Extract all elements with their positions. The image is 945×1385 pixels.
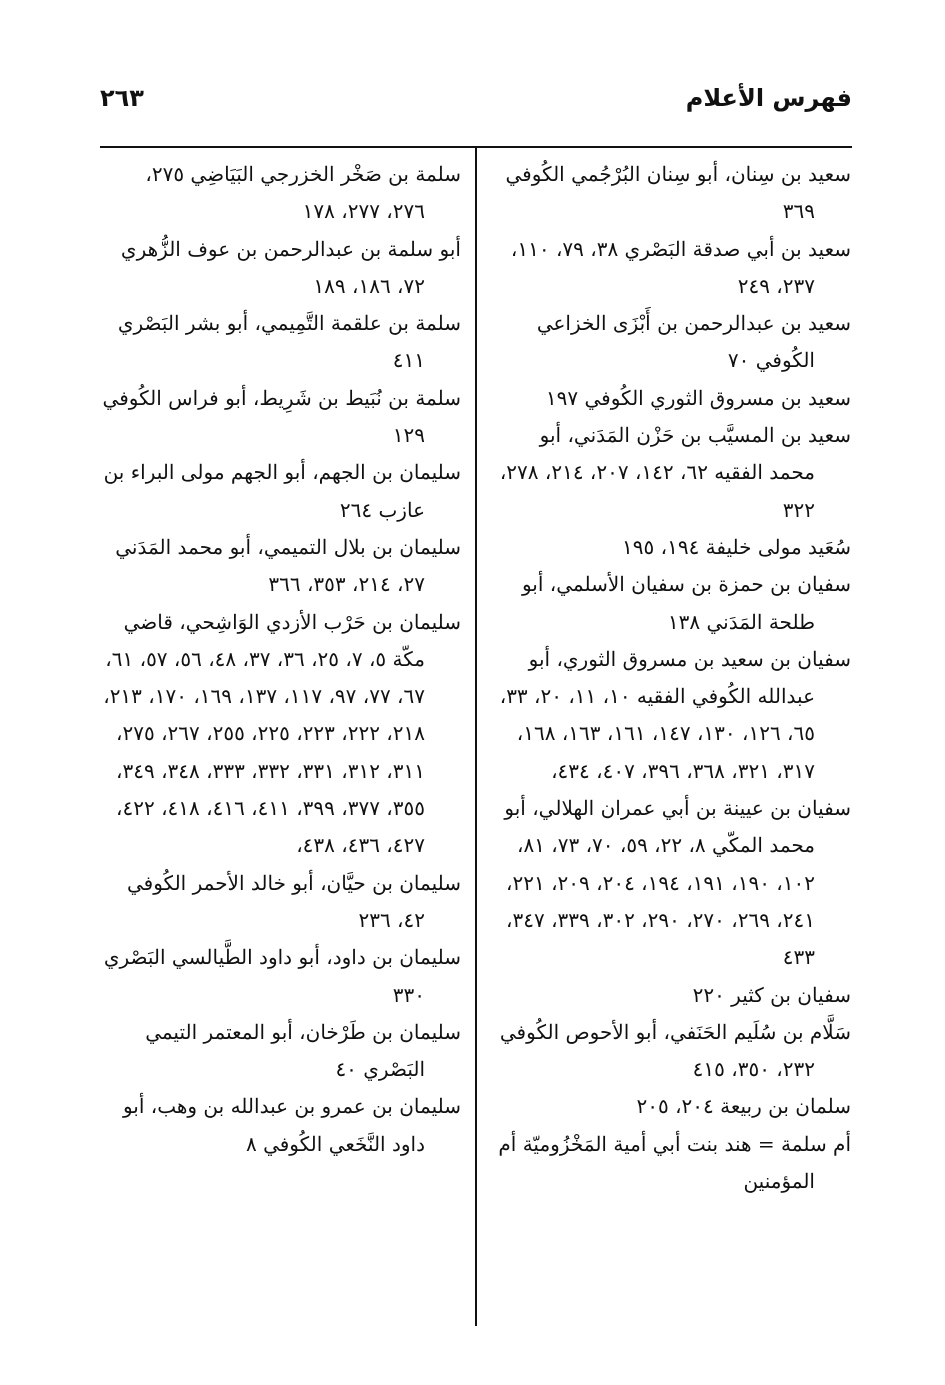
running-title: فهرس الأعلام xyxy=(685,84,852,112)
index-entry: أم سلمة = هند بنت أبي أمية المَخْزُوميّة أم المؤمنين xyxy=(498,1131,851,1194)
index-entry: سعيد بن عبدالرحمن بن أَبْزَى الخزاعي الكُوفي ٧٠ xyxy=(536,311,851,373)
index-entry: سليمان بن داود، أبو داود الطَّيالسي البَصْري ٣٣٠ xyxy=(103,945,461,1007)
index-entry: سليمان بن حيَّان، أبو خالد الأحمر الكُوفي ٤٢، ٢٣٦ xyxy=(126,870,461,932)
index-entry: أبو سلمة بن عبدالرحمن بن عوف الزُّهري ٧٢، ١٨٦، ١٨٩ xyxy=(120,236,461,298)
index-column-right xyxy=(491,156,851,1200)
index-entry: سعيد بن سِنان، أبو سِنان البُرْجُمي الكُوفي ٣٦٩ xyxy=(505,162,851,224)
index-entry: سُعَيد مولى خليفة ١٩٤، ١٩٥ xyxy=(622,534,851,559)
index-entry: سليمان بن الجهم، أبو الجهم مولى البراء بن عازب ٢٦٤ xyxy=(103,460,461,522)
index-entry: سليمان بن عمرو بن عبدالله بن وهب، أبو داود النَّخَعي الكُوفي ٨ xyxy=(122,1094,461,1156)
column-divider xyxy=(475,148,477,1326)
index-entry: سلمان بن ربيعة ٢٠٤، ٢٠٥ xyxy=(636,1094,851,1119)
index-entry: سليمان بن حَرْب الأزدي الوَاشِحي، قاضي مكّة ٥، ٧، ٢٥، ٣٦، ٣٧، ٤٨، ٥٦، ٥٧، ٦١، ٦٧، ٧٧، ٩٧، ١١٧، ١٣٧، ١٦٩، ١٧٠، ٢١٣، ٢١٨، ٢٢٢، ٢٢٣، ٢٢٥، ٢٥٥، ٢٦٧، ٢٧٥، ٣١١، ٣١٢، ٣٣١، ٣٣٢، ٣٣٣، ٣٤٨، ٣٤٩، ٣٥٥، ٣٧٧، ٣٩٩، ٤١١، ٤١٦، ٤١٨، ٤٢٢، ٤٢٧، ٤٣٦، ٤٣٨، xyxy=(103,609,461,858)
index-entry: سلمة بن نُبَيط بن شَرِيط، أبو فراس الكُوفي ١٢٩ xyxy=(102,385,461,448)
index-entry: سلمة بن علقمة التَّمِيمي، أبو بشر البَصْري ٤١١ xyxy=(117,311,461,373)
index-column-left xyxy=(101,156,461,1163)
index-entry: سليمان بن بلال التميمي، أبو محمد المَدَني ٢٧، ٢١٤، ٣٥٣، ٣٦٦ xyxy=(115,534,461,597)
index-entry: سفيان بن كثير ٢٢٠ xyxy=(692,982,851,1007)
index-entry: سَلَّام بن سُلَيم الحَنَفي، أبو الأحوص الكُوفي ٢٣٢، ٣٥٠، ٤١٥ xyxy=(499,1019,851,1082)
index-entry: سفيان بن سعيد بن مسروق الثوري، أبو عبدالله الكُوفي الفقيه ١٠، ١١، ٢٠، ٣٣، ٦٥، ١٢٦، ١٣٠، ١٤٧، ١٦١، ١٦٣، ١٦٨، ٣١٧، ٣٢١، ٣٦٨، ٣٩٦، ٤٠٧، ٤٣٤، xyxy=(499,646,851,783)
index-entry: سعيد بن المسيَّب بن حَزْن المَدَني، أبو محمد الفقيه ٦٢، ١٤٢، ٢٠٧، ٢١٤، ٢٧٨، ٣٢٢ xyxy=(499,423,851,522)
index-entry: سليمان بن طَرْخان، أبو المعتمر التيمي البَصْري ٤٠ xyxy=(145,1019,461,1082)
index-entry: سعيد بن أبي صدقة البَصْري ٣٨، ٧٩، ١١٠، ٢٣٧، ٢٤٩ xyxy=(510,236,851,298)
index-entry: سفيان بن حمزة بن سفيان الأسلمي، أبو طلحة المَدَني ١٣٨ xyxy=(521,572,851,634)
index-entry: سلمة بن صَخْر الخزرجي البَيَاضِي ٢٧٥، ٢٧٦، ٢٧٧، ١٧٨ xyxy=(145,162,461,224)
page-number: ٢٦٣ xyxy=(100,84,144,112)
index-entry: سفيان بن عيينة بن أبي عمران الهلالي، أبو محمد المكّي ٨، ٢٢، ٥٩، ٧٠، ٧٣، ٨١، ١٠٢، ١٩٠، ١٩١، ١٩٤، ٢٠٤، ٢٠٩، ٢٢١، ٢٤١، ٢٦٩، ٢٧٠، ٢٩٠، ٣٠٢، ٣٣٩، ٣٤٧، ٤٣٣ xyxy=(504,796,851,970)
page-header xyxy=(100,84,852,128)
index-entry: سعيد بن مسروق الثوري الكُوفي ١٩٧ xyxy=(545,385,851,410)
